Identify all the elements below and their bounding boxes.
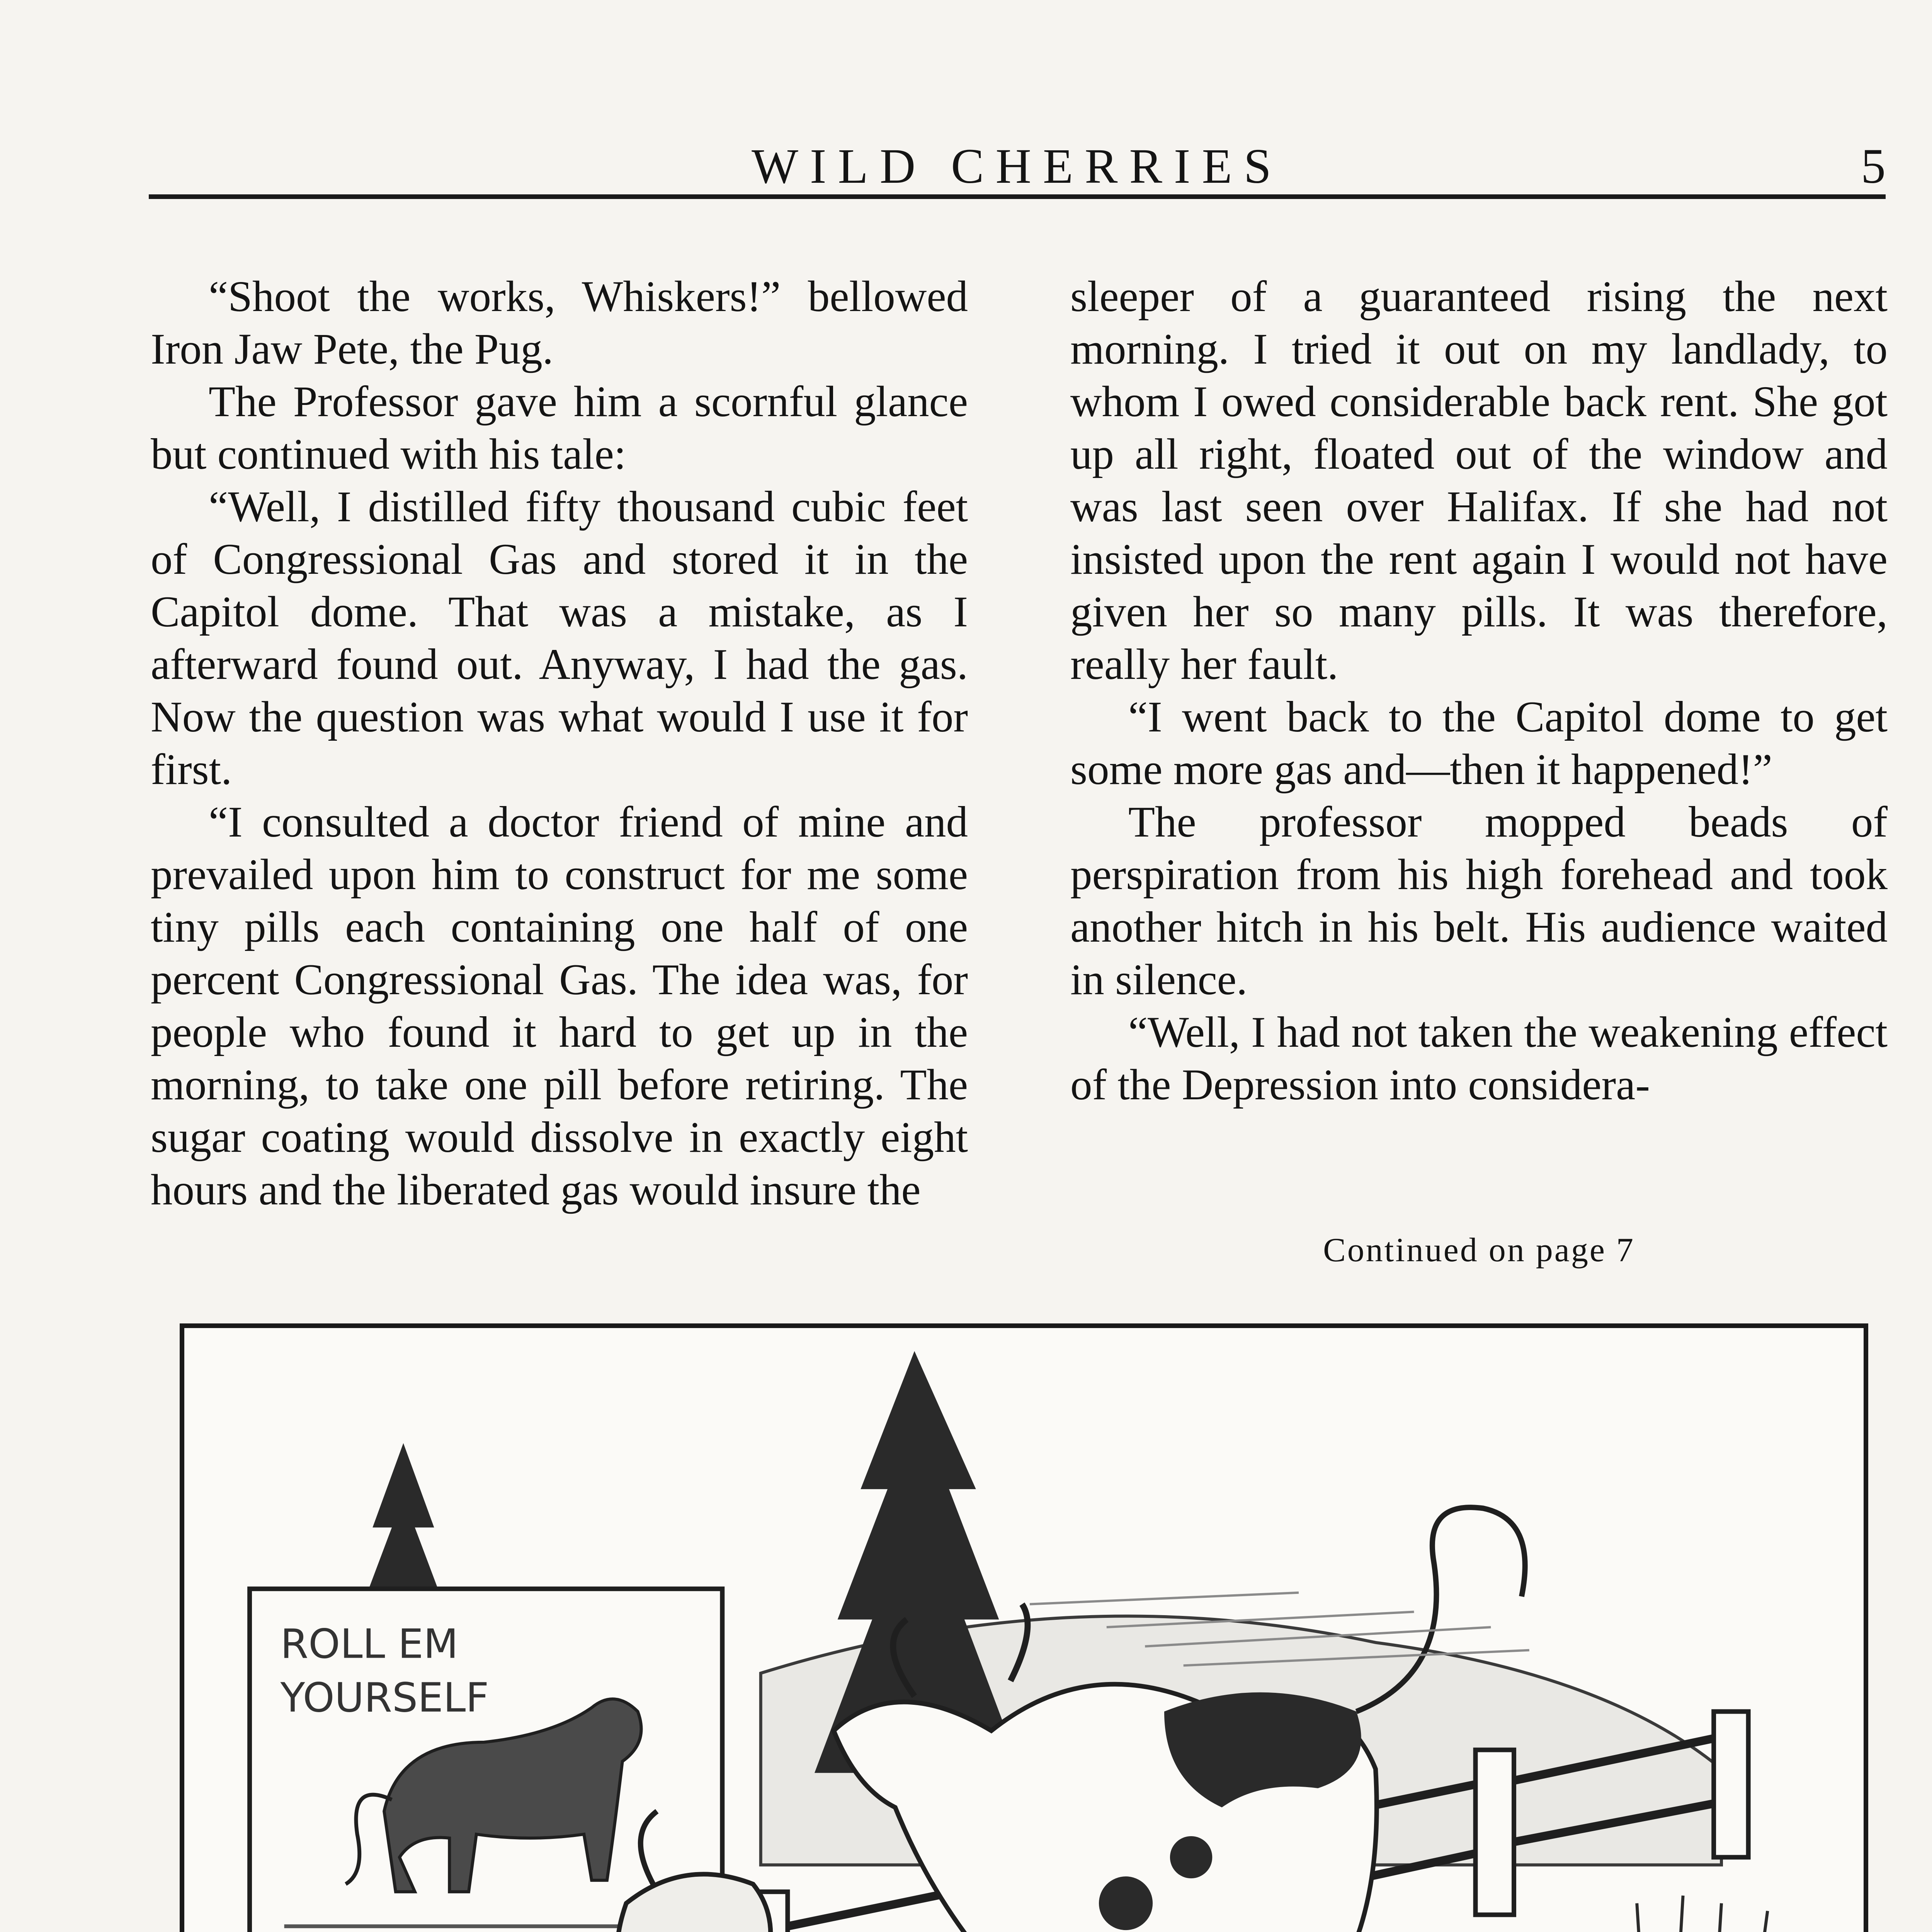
sign-text: YOURSELF <box>280 1674 489 1721</box>
cartoon-drawing <box>184 1328 1864 1932</box>
paragraph: “Well, I had not taken the weakening effect of the Depression into considera- <box>1070 1008 1888 1109</box>
cartoon-illustration <box>180 1323 1868 1932</box>
header-rule <box>149 194 1886 199</box>
left-column <box>151 270 968 1216</box>
cow-spot <box>1099 1876 1153 1930</box>
paragraph: “I went back to the Capitol dome to get some more gas and—then it happened!” <box>1070 693 1888 794</box>
right-column <box>1070 270 1888 1111</box>
continued-note: Continued on page 7 <box>1323 1231 1635 1269</box>
page-number: 5 <box>1861 139 1886 194</box>
cow-spot <box>1170 1836 1212 1878</box>
sign-text: ROLL EM <box>280 1620 458 1668</box>
paint-pots <box>1621 1896 1783 1932</box>
paragraph: “I consulted a doctor friend of mine and prevailed upon him to construct for me some tiny pills each containing one half of one percent Congressional Gas. The idea was, for people who found it hard to get up in the morning, to take one pill before retiring. The sugar coating would dissolve in exactly eight hours and the liberated gas would insure the <box>151 798 968 1214</box>
magazine-title: WILD CHERRIES <box>752 139 1283 194</box>
paragraph: “Well, I distilled fifty thousand cubic feet of Congressional Gas and stored it in the Capitol dome. That was a mistake, as I afterward found out. Anyway, I had the gas. Now the question was what would I use it for first. <box>151 483 968 794</box>
paragraph: The Professor gave him a scornful glance but continued with his tale: <box>151 378 968 478</box>
paragraph: sleeper of a guaranteed rising the next morning. I tried it out on my landlady, to whom I owed considerable back rent. She got up all right, floated out of the window and was last seen over Halifax. If she had not insisted upon the rent again I would not have given her so many pills. It was therefore, really her fault. <box>1070 272 1888 689</box>
paragraph: “Shoot the works, Whiskers!” bellowed Iron Jaw Pete, the Pug. <box>151 272 968 373</box>
paragraph: The professor mopped beads of perspiration from his high forehead and took another hitch in his belt. His audience waited in silence. <box>1070 798 1888 1004</box>
running-header <box>149 133 1886 199</box>
